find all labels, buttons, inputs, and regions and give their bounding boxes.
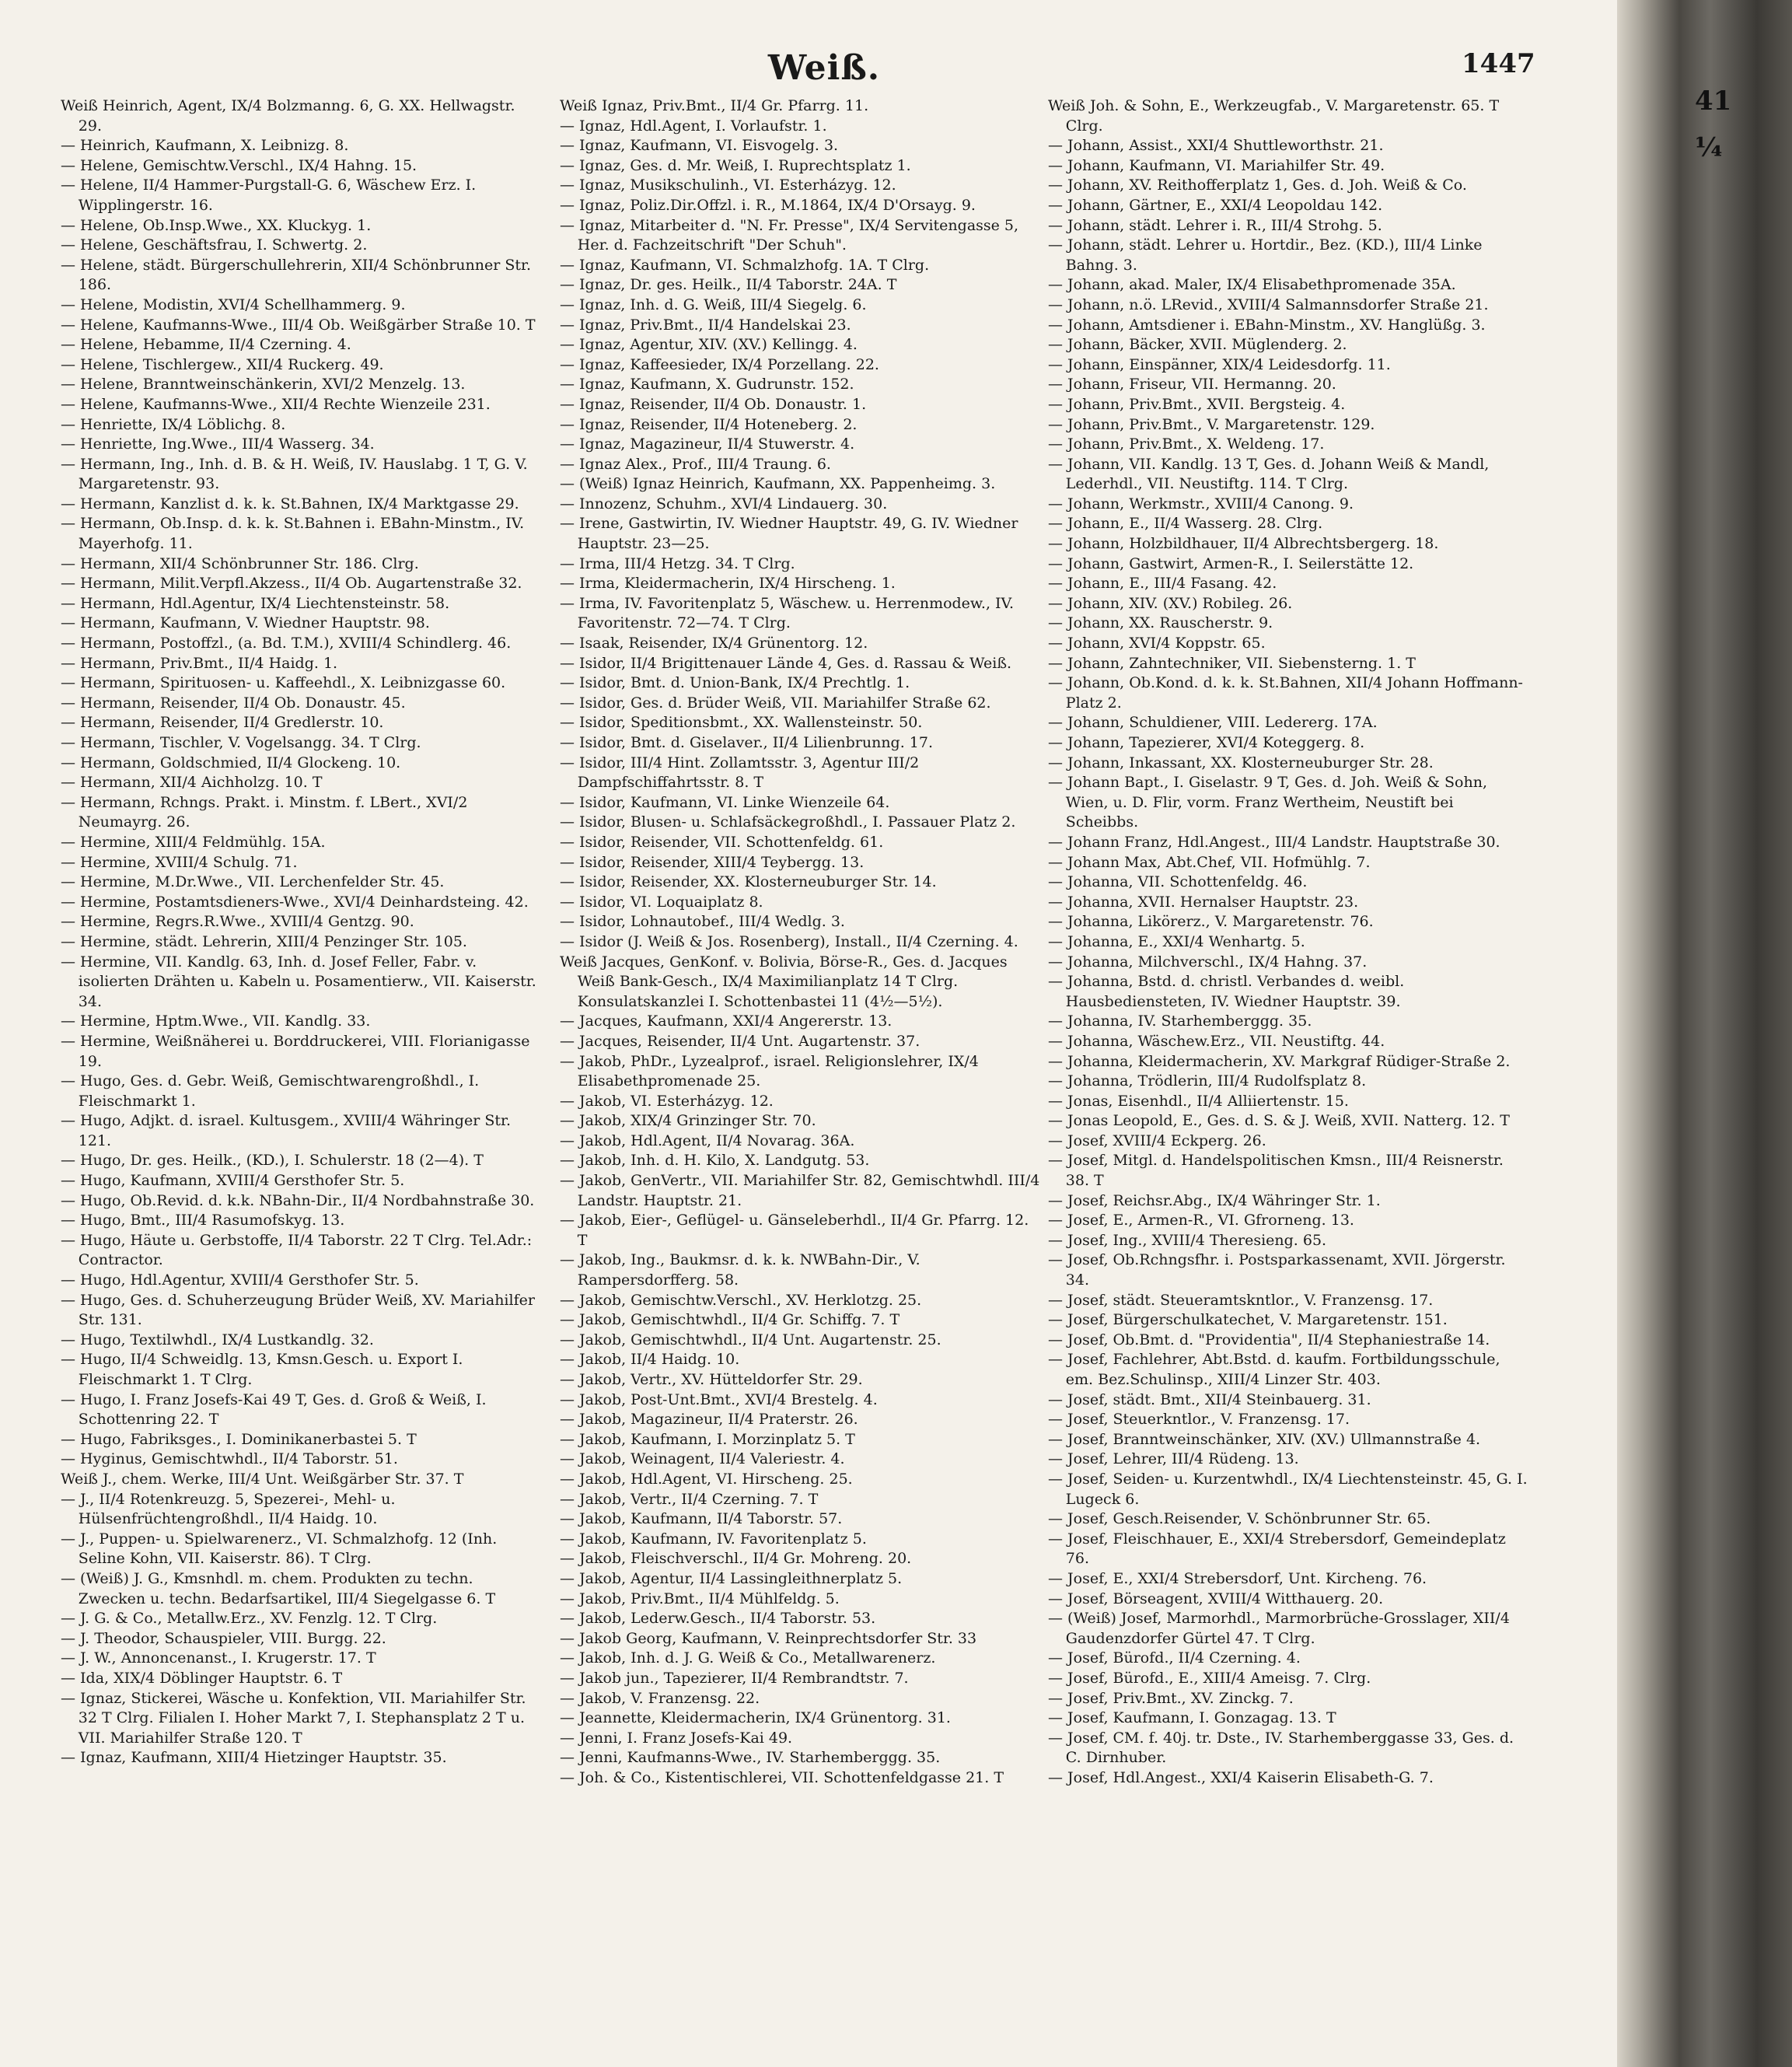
directory-entry: — Jakob, II/4 Haidg. 10. <box>560 1351 740 1369</box>
directory-entry: — Hermine, Hptm.Wwe., VII. Kandlg. 33. <box>61 1013 371 1030</box>
directory-entry: — Hugo, Ges. d. Schuherzeugung Brüder Weiß, XV. Mariahilfer Str. 131. <box>61 1291 535 1329</box>
directory-entry: — Hugo, Adjkt. d. israel. Kultusgem., XVIII/4 Währinger Str. 121. <box>61 1112 512 1149</box>
directory-entry: — (Weiß) J. G., Kmsnhdl. m. chem. Produkten zu techn. Zwecken u. techn. Bedarfsartikel, III/4 Siegelgasse 6. T <box>61 1569 496 1607</box>
directory-entry: — Johann, VII. Kandlg. 13 T, Ges. d. Johann Weiß & Mandl, Lederhdl., VII. Neustiftg. 114. T Clrg. <box>1048 455 1490 493</box>
directory-entry: — Josef, Fleischhauer, E., XXI/4 Strebersdorf, Gemeindeplatz 76. <box>1048 1530 1506 1568</box>
directory-entry: — Helene, Kaufmanns-Wwe., XII/4 Rechte Wienzeile 231. <box>61 395 491 413</box>
directory-entry: — Johann, Assist., XXI/4 Shuttleworthstr. 21. <box>1048 137 1384 155</box>
directory-entry: — Johann, Inkassant, XX. Klosterneuburger Str. 28. <box>1048 754 1434 771</box>
directory-entry: — Johann, Gärtner, E., XXI/4 Leopoldau 142. <box>1048 196 1383 214</box>
directory-entry: — Jakob, Inh. d. H. Kilo, X. Landgutg. 53. <box>560 1152 870 1170</box>
column-1 <box>61 96 543 1768</box>
directory-entry: — Hermine, Postamtsdieners-Wwe., XVI/4 Deinhardsteing. 42. <box>61 893 529 911</box>
edge-mark: ¼ <box>1695 132 1723 163</box>
directory-entry: — Isidor, Bmt. d. Union-Bank, IX/4 Prechtlg. 1. <box>560 674 910 692</box>
directory-entry: Weiß Joh. & Sohn, E., Werkzeugfab., V. Margaretenstr. 65. T Clrg. <box>1048 97 1500 135</box>
directory-entry: — Johanna, Kleidermacherin, XV. Markgraf Rüdiger-Straße 2. <box>1048 1052 1511 1070</box>
directory-entry: — Isidor, Kaufmann, VI. Linke Wienzeile 64. <box>560 793 890 811</box>
directory-entry: — Helene, II/4 Hammer-Purgstall-G. 6, Wäschew Erz. I. Wipplingerstr. 16. <box>61 177 477 214</box>
directory-entry: — Jacques, Kaufmann, XXI/4 Angererstr. 13. <box>560 1013 893 1030</box>
directory-entry: — Isidor, Lohnautobef., III/4 Wedlg. 3. <box>560 913 845 931</box>
directory-entry: — Johanna, VII. Schottenfeldg. 46. <box>1048 873 1308 891</box>
directory-entry: — Jakob, Gemischtwhdl., II/4 Gr. Schiffg. 7. T <box>560 1311 900 1329</box>
directory-entry: — Josef, Fachlehrer, Abt.Bstd. d. kaufm. Fortbildungsschule, em. Bez.Schulinsp., XIII/4 Linzer Str. 403. <box>1048 1351 1500 1388</box>
directory-entry: — Ignaz, Magazineur, II/4 Stuwerstr. 4. <box>560 435 855 453</box>
directory-entry: — Jakob, Post-Unt.Bmt., XVI/4 Brestelg. 4. <box>560 1390 878 1408</box>
directory-entry: — Jenni, Kaufmanns-Wwe., IV. Starhemberggg. 35. <box>560 1749 941 1767</box>
directory-entry: — Josef, XVIII/4 Eckperg. 26. <box>1048 1131 1266 1149</box>
directory-entry: — Jakob, Vertr., II/4 Czerning. 7. T <box>560 1490 819 1508</box>
directory-entry: — Hermann, Ing., Inh. d. B. & H. Weiß, IV. Hauslabg. 1 T, G. V. Margaretenstr. 93. <box>61 455 528 493</box>
directory-entry: Weiß J., chem. Werke, III/4 Unt. Weißgärber Str. 37. T <box>61 1470 464 1488</box>
directory-entry: — Hugo, Hdl.Agentur, XVIII/4 Gersthofer Str. 5. <box>61 1271 419 1289</box>
directory-entry: — Jakob, Weinagent, II/4 Valeriestr. 4. <box>560 1450 845 1468</box>
directory-entry: — Hugo, Dr. ges. Heilk., (KD.), I. Schulerstr. 18 (2—4). T <box>61 1152 484 1170</box>
directory-entry: — Helene, Geschäftsfrau, I. Schwertg. 2. <box>61 236 368 254</box>
directory-entry: — Johann, Bäcker, XVII. Müglenderg. 2. <box>1048 336 1347 354</box>
directory-entry: — Johann, XV. Reithofferplatz 1, Ges. d. Joh. Weiß & Co. <box>1048 177 1467 194</box>
directory-entry: — Isidor, III/4 Hint. Zollamtsstr. 3, Agentur III/2 Dampfschiffahrtsstr. 8. T <box>560 754 920 792</box>
directory-entry: — Johanna, XVII. Hernalser Hauptstr. 23. <box>1048 893 1359 911</box>
directory-entry: — Isidor, VI. Loquaiplatz 8. <box>560 893 763 911</box>
directory-entry: — Johanna, IV. Starhemberggg. 35. <box>1048 1013 1312 1030</box>
directory-entry: — Helene, Modistin, XVI/4 Schellhammerg. 9. <box>61 296 406 313</box>
directory-entry: — Johanna, Trödlerin, III/4 Rudolfsplatz 8. <box>1048 1072 1367 1090</box>
directory-entry: — Helene, Ob.Insp.Wwe., XX. Kluckyg. 1. <box>61 216 372 234</box>
directory-entry: — Johann Franz, Hdl.Angest., III/4 Landstr. Hauptstraße 30. <box>1048 833 1500 851</box>
directory-entry: — Helene, Kaufmanns-Wwe., III/4 Ob. Weißgärber Straße 10. T <box>61 316 536 334</box>
directory-entry: — Josef, Reichsr.Abg., IX/4 Währinger Str. 1. <box>1048 1191 1381 1209</box>
directory-entry: — Isidor, Bmt. d. Giselaver., II/4 Lilienbrunng. 17. <box>560 734 934 751</box>
directory-entry: — Johann, Ob.Kond. d. k. k. St.Bahnen, XII/4 Johann Hoffmann-Platz 2. <box>1048 674 1523 712</box>
directory-entry: — Josef, Steuerkntlor., V. Franzensg. 17. <box>1048 1411 1350 1429</box>
directory-entry: — Jakob, Priv.Bmt., II/4 Mühlfeldg. 5. <box>560 1590 840 1607</box>
directory-entry: — Hugo, Häute u. Gerbstoffe, II/4 Taborstr. 22 T Clrg. Tel.Adr.: Contractor. <box>61 1231 533 1269</box>
directory-entry: — Josef, E., Armen-R., VI. Gfrorneng. 13. <box>1048 1212 1354 1229</box>
directory-entry: — Hermann, Reisender, II/4 Ob. Donaustr. 45. <box>61 694 406 712</box>
directory-entry: — Hyginus, Gemischtwhdl., II/4 Taborstr. 51. <box>61 1450 398 1468</box>
directory-entry: — Hermann, Reisender, II/4 Gredlerstr. 10. <box>61 714 384 732</box>
directory-entry: — J., Puppen- u. Spielwarenerz., VI. Schmalzhofg. 12 (Inh. Seline Kohn, VII. Kaiserstr. 86). T Clrg. <box>61 1530 498 1568</box>
directory-entry: — Hermann, Ob.Insp. d. k. k. St.Bahnen i. EBahn-Minstm., IV. Mayerhofg. 11. <box>61 515 525 553</box>
directory-entry: — Jakob, V. Franzensg. 22. <box>560 1689 760 1707</box>
directory-entry: — Jakob, Hdl.Agent, II/4 Novarag. 36A. <box>560 1131 855 1149</box>
directory-entry: — Ignaz, Hdl.Agent, I. Vorlaufstr. 1. <box>560 117 827 135</box>
column-3 <box>1048 96 1530 1788</box>
directory-entry: — Johann, städt. Lehrer i. R., III/4 Strohg. 5. <box>1048 216 1382 234</box>
directory-entry: — Hermine, XVIII/4 Schulg. 71. <box>61 853 298 871</box>
directory-entry: — Ida, XIX/4 Döblinger Hauptstr. 6. T <box>61 1669 343 1687</box>
directory-entry: — Hermine, Regrs.R.Wwe., XVIII/4 Gentzg. 90. <box>61 913 414 931</box>
directory-entry: — Ignaz, Kaufmann, VI. Schmalzhofg. 1A. T Clrg. <box>560 256 930 274</box>
directory-entry: — J. Theodor, Schauspieler, VIII. Burgg. 22. <box>61 1629 386 1647</box>
directory-entry: — Isidor, Ges. d. Brüder Weiß, VII. Mariahilfer Straße 62. <box>560 694 991 712</box>
directory-entry: — Johann, Kaufmann, VI. Mariahilfer Str. 49. <box>1048 156 1385 174</box>
directory-entry: — Irene, Gastwirtin, IV. Wiedner Hauptstr. 49, G. IV. Wiedner Hauptstr. 23—25. <box>560 515 1018 553</box>
directory-entry: — Johann, E., II/4 Wasserg. 28. Clrg. <box>1048 515 1323 533</box>
directory-entry: — (Weiß) Ignaz Heinrich, Kaufmann, XX. Pappenheimg. 3. <box>560 475 996 493</box>
directory-entry: — Hugo, Textilwhdl., IX/4 Lustkandlg. 32. <box>61 1331 374 1348</box>
directory-entry: — Johanna, Wäschew.Erz., VII. Neustiftg. 44. <box>1048 1032 1385 1050</box>
directory-entry: — Jonas Leopold, E., Ges. d. S. & J. Weiß, XVII. Natterg. 12. T <box>1048 1112 1510 1130</box>
directory-entry: — Ignaz, Musikschulinh., VI. Esterházyg. 12. <box>560 177 896 194</box>
directory-entry: — Henriette, IX/4 Löblichg. 8. <box>61 415 286 433</box>
directory-entry: — Isidor, II/4 Brigittenauer Lände 4, Ges. d. Rassau & Weiß. <box>560 654 1012 672</box>
directory-entry: — Jakob, Kaufmann, II/4 Taborstr. 57. <box>560 1510 843 1528</box>
directory-entry: — Johann, XIV. (XV.) Robileg. 26. <box>1048 594 1293 612</box>
directory-entry: — Josef, Gesch.Reisender, V. Schönbrunner Str. 65. <box>1048 1510 1431 1528</box>
directory-entry: — Josef, Bürofd., E., XIII/4 Ameisg. 7. Clrg. <box>1048 1669 1371 1687</box>
directory-entry: — Jenni, I. Franz Josefs-Kai 49. <box>560 1729 793 1747</box>
directory-entry: Weiß Heinrich, Agent, IX/4 Bolzmanng. 6, G. XX. Hellwagstr. 29. <box>61 97 515 135</box>
directory-entry: — Helene, Tischlergew., XII/4 Ruckerg. 49. <box>61 355 384 373</box>
directory-entry: — Johann, n.ö. LRevid., XVIII/4 Salmannsdorfer Straße 21. <box>1048 296 1489 313</box>
directory-entry: — (Weiß) Josef, Marmorhdl., Marmorbrüche-Grosslager, XII/4 Gaudenzdorfer Gürtel 47. T Clrg. <box>1048 1610 1510 1647</box>
directory-entry: — Johann Max, Abt.Chef, VII. Hofmühlg. 7. <box>1048 853 1371 871</box>
directory-entry: — Jakob, Magazineur, II/4 Praterstr. 26. <box>560 1411 858 1429</box>
directory-entry: — Johann, E., III/4 Fasang. 42. <box>1048 575 1277 593</box>
directory-entry: — Johann, Zahntechniker, VII. Siebensterng. 1. T <box>1048 654 1416 672</box>
directory-entry: — Johann Bapt., I. Giselastr. 9 T, Ges. d. Joh. Weiß & Sohn, Wien, u. D. Flir, vorm. Franz Wertheim, Neustift bei Scheibbs. <box>1048 774 1487 831</box>
directory-entry: — Henriette, Ing.Wwe., III/4 Wasserg. 34. <box>61 435 375 453</box>
directory-entry: — Josef, Ob.Rchngsfhr. i. Postsparkassenamt, XVII. Jörgerstr. 34. <box>1048 1251 1506 1289</box>
directory-entry: — Hugo, Bmt., III/4 Rasumofskyg. 13. <box>61 1212 345 1229</box>
directory-entry: — Irma, IV. Favoritenplatz 5, Wäschew. u. Herrenmodew., IV. Favoritenstr. 72—74. T Clrg. <box>560 594 1014 632</box>
directory-entry: — Isidor, Speditionsbmt., XX. Wallensteinstr. 50. <box>560 714 923 732</box>
directory-entry: — Jakob, VI. Esterházyg. 12. <box>560 1092 774 1110</box>
directory-entry: — Hugo, Kaufmann, XVIII/4 Gersthofer Str. 5. <box>61 1172 405 1190</box>
directory-entry: — Hermine, Weißnäherei u. Borddruckerei, VIII. Florianigasse 19. <box>61 1032 530 1070</box>
directory-entry: — Joh. & Co., Kistentischlerei, VII. Schottenfeldgasse 21. T <box>560 1768 1004 1786</box>
directory-entry: — Josef, Ob.Bmt. d. "Providentia", II/4 Stephaniestraße 14. <box>1048 1331 1490 1348</box>
directory-entry: — Josef, Branntweinschänker, XIV. (XV.) Ullmannstraße 4. <box>1048 1430 1481 1448</box>
directory-entry: — Johanna, Milchverschl., IX/4 Hahng. 37. <box>1048 953 1368 971</box>
directory-entry: — Johann, akad. Maler, IX/4 Elisabethpromenade 35A. <box>1048 276 1456 294</box>
directory-entry: — Jakob, Gemischtwhdl., II/4 Unt. Augartenstr. 25. <box>560 1331 941 1348</box>
directory-entry: — Hermann, XII/4 Aichholzg. 10. T <box>61 774 323 792</box>
directory-entry: — Ignaz, Poliz.Dir.Offzl. i. R., M.1864, IX/4 D'Orsayg. 9. <box>560 196 976 214</box>
directory-entry: — Jakob, Hdl.Agent, VI. Hirscheng. 25. <box>560 1470 853 1488</box>
directory-entry: — Ignaz, Kaffeesieder, IX/4 Porzellang. 22. <box>560 355 879 373</box>
directory-entry: — Josef, Priv.Bmt., XV. Zinckg. 7. <box>1048 1689 1294 1707</box>
directory-entry: — Isidor (J. Weiß & Jos. Rosenberg), Install., II/4 Czerning. 4. <box>560 932 1018 950</box>
directory-entry: — Jakob, PhDr., Lyzealprof., israel. Religionslehrer, IX/4 Elisabethpromenade 25. <box>560 1052 979 1090</box>
directory-entry: — Johann, Friseur, VII. Hermanng. 20. <box>1048 376 1336 393</box>
directory-entry: — Hermann, Kanzlist d. k. k. St.Bahnen, IX/4 Marktgasse 29. <box>61 495 519 512</box>
directory-entry: — Helene, Hebamme, II/4 Czerning. 4. <box>61 336 351 354</box>
directory-entry: — Johann, XX. Rauscherstr. 9. <box>1048 614 1273 632</box>
directory-entry: — Johann, Werkmstr., XVIII/4 Canong. 9. <box>1048 495 1354 512</box>
directory-entry: — Josef, CM. f. 40j. tr. Dste., IV. Starhemberggasse 33, Ges. d. C. Dirnhuber. <box>1048 1729 1514 1767</box>
directory-entry: Weiß Ignaz, Priv.Bmt., II/4 Gr. Pfarrg. 11. <box>560 97 869 114</box>
directory-entry: — Josef, städt. Bmt., XII/4 Steinbauerg. 31. <box>1048 1390 1371 1408</box>
directory-entry: — Ignaz, Kaufmann, X. Gudrunstr. 152. <box>560 376 854 393</box>
directory-entry: — Johann, Gastwirt, Armen-R., I. Seilerstätte 12. <box>1048 554 1414 572</box>
directory-entry: — Hermann, Hdl.Agentur, IX/4 Liechtensteinstr. 58. <box>61 594 450 612</box>
directory-entry: — Innozenz, Schuhm., XVI/4 Lindauerg. 30. <box>560 495 888 512</box>
directory-entry: — Ignaz, Ges. d. Mr. Weiß, I. Ruprechtsplatz 1. <box>560 156 911 174</box>
directory-entry: — Ignaz, Kaufmann, VI. Eisvogelg. 3. <box>560 137 839 155</box>
directory-entry: — Johann, Einspänner, XIX/4 Leidesdorfg. 11. <box>1048 355 1391 373</box>
directory-entry: — Helene, Gemischtw.Verschl., IX/4 Hahng. 15. <box>61 156 417 174</box>
directory-entry: — Josef, Kaufmann, I. Gonzagag. 13. T <box>1048 1709 1336 1727</box>
directory-entry: — Jakob, Lederw.Gesch., II/4 Taborstr. 53. <box>560 1610 876 1628</box>
directory-entry: — Jakob, Gemischtw.Verschl., XV. Herklotzg. 25. <box>560 1291 922 1309</box>
directory-entry: — J. G. & Co., Metallw.Erz., XV. Fenzlg. 12. T Clrg. <box>61 1610 438 1628</box>
directory-entry: — Josef, Ing., XVIII/4 Theresieng. 65. <box>1048 1231 1327 1249</box>
directory-entry: — Josef, städt. Steueramtskntlor., V. Franzensg. 17. <box>1048 1291 1434 1309</box>
directory-entry: — Ignaz, Reisender, II/4 Ob. Donaustr. 1. <box>560 395 867 413</box>
directory-entry: — Hermann, Postoffzl., (a. Bd. T.M.), XVIII/4 Schindlerg. 46. <box>61 635 512 652</box>
directory-entry: — Josef, Börseagent, XVIII/4 Witthauerg. 20. <box>1048 1590 1384 1607</box>
directory-entry: — Hermine, XIII/4 Feldmühlg. 15A. <box>61 833 326 851</box>
directory-entry: — Hermann, Milit.Verpfl.Akzess., II/4 Ob. Augartenstraße 32. <box>61 575 522 593</box>
page-number: 1447 <box>1462 48 1535 79</box>
directory-entry: — Jakob, Vertr., XV. Hütteldorfer Str. 29. <box>560 1371 863 1388</box>
directory-entry: — Jakob, GenVertr., VII. Mariahilfer Str. 82, Gemischtwhdl. III/4 Landstr. Hauptstr. 21. <box>560 1172 1040 1209</box>
directory-entry: — Johann, Priv.Bmt., V. Margaretenstr. 129. <box>1048 415 1375 433</box>
directory-entry: — Jakob, Fleischverschl., II/4 Gr. Mohreng. 20. <box>560 1550 912 1568</box>
directory-entry: — Johann, Schuldiener, VIII. Ledererg. 17A. <box>1048 714 1378 732</box>
column-2 <box>560 96 1042 1788</box>
directory-entry: — Ignaz, Inh. d. G. Weiß, III/4 Siegelg. 6. <box>560 296 867 313</box>
directory-entry: — Ignaz, Mitarbeiter d. "N. Fr. Presse", IX/4 Servitengasse 5, Her. d. Fachzeitschrift "Der Schuh". <box>560 216 1019 254</box>
directory-entry: — Hermann, Rchngs. Prakt. i. Minstm. f. LBert., XVI/2 Neumayrg. 26. <box>61 793 468 831</box>
directory-entry: — Josef, Mitgl. d. Handelspolitischen Kmsn., III/4 Reisnerstr. 38. T <box>1048 1152 1504 1190</box>
directory-entry: — Isidor, Blusen- u. Schlafsäckegroßhdl., I. Passauer Platz 2. <box>560 813 1016 831</box>
directory-entry: — Josef, Lehrer, III/4 Rüdeng. 13. <box>1048 1450 1299 1468</box>
next-page-edge <box>1617 0 1792 2067</box>
directory-entry: — Hermann, Goldschmied, II/4 Glockeng. 10. <box>61 754 401 771</box>
directory-entry: — Ignaz, Reisender, II/4 Hoteneberg. 2. <box>560 415 858 433</box>
directory-entry: — J., II/4 Rotenkreuzg. 5, Spezerei-, Mehl- u. Hülsenfrüchtengroßhdl., II/4 Haidg. 10. <box>61 1490 396 1528</box>
directory-entry: — Heinrich, Kaufmann, X. Leibnizg. 8. <box>61 137 349 155</box>
directory-entry: — Jonas, Eisenhdl., II/4 Alliiertenstr. 15. <box>1048 1092 1349 1110</box>
directory-entry: — Jacques, Reisender, II/4 Unt. Augartenstr. 37. <box>560 1032 920 1050</box>
directory-entry: — Helene, städt. Bürgerschullehrerin, XII/4 Schönbrunner Str. 186. <box>61 256 532 294</box>
directory-entry: — Jakob, XIX/4 Grinzinger Str. 70. <box>560 1112 816 1130</box>
directory-entry: — Hermann, Spirituosen- u. Kaffeehdl., X. Leibnizgasse 60. <box>61 674 506 692</box>
directory-entry: — Hermann, Priv.Bmt., II/4 Haidg. 1. <box>61 654 338 672</box>
directory-entry: — Isidor, Reisender, VII. Schottenfeldg. 61. <box>560 833 884 851</box>
directory-entry: — Ignaz, Dr. ges. Heilk., II/4 Taborstr. 24A. T <box>560 276 897 294</box>
directory-entry: — Jakob Georg, Kaufmann, V. Reinprechtsdorfer Str. 33 <box>560 1629 977 1647</box>
directory-entry: — Hermine, städt. Lehrerin, XIII/4 Penzinger Str. 105. <box>61 932 467 950</box>
directory-entry: — Jakob, Eier-, Geflügel- u. Gänseleberhdl., II/4 Gr. Pfarrg. 12. T <box>560 1212 1029 1249</box>
directory-entry: — Johanna, Bstd. d. christl. Verbandes d. weibl. Hausbediensteten, IV. Wiedner Hauptstr. 39. <box>1048 973 1405 1010</box>
directory-entry: — Jakob, Kaufmann, IV. Favoritenplatz 5. <box>560 1530 867 1548</box>
directory-entry: — Ignaz, Stickerei, Wäsche u. Konfektion, VII. Mariahilfer Str. 32 T Clrg. Filialen I. Hoher Markt 7, I. Stephansplatz 2 T u. VII. Mariahilfer Straße 120. T <box>61 1689 526 1747</box>
directory-entry: — Hugo, Ges. d. Gebr. Weiß, Gemischtwarengroßhdl., I. Fleischmarkt 1. <box>61 1072 480 1110</box>
directory-entry: — Josef, Seiden- u. Kurzentwhdl., IX/4 Liechtensteinstr. 45, G. I. Lugeck 6. <box>1048 1470 1528 1508</box>
directory-entry: — Johann, Amtsdiener i. EBahn-Minstm., XV. Hanglüßg. 3. <box>1048 316 1486 334</box>
directory-entry: — Josef, E., XXI/4 Strebersdorf, Unt. Kircheng. 76. <box>1048 1569 1427 1587</box>
directory-entry: — Johann, Priv.Bmt., XVII. Bergsteig. 4. <box>1048 395 1346 413</box>
directory-entry: — Hermine, M.Dr.Wwe., VII. Lerchenfelder Str. 45. <box>61 873 445 891</box>
directory-entry: — Hugo, Fabriksges., I. Dominikanerbastei 5. T <box>61 1430 417 1448</box>
edge-mark: 41 <box>1695 86 1732 117</box>
directory-entry: — Helene, Branntweinschänkerin, XVI/2 Menzelg. 13. <box>61 376 466 393</box>
directory-entry: — Johann, Tapezierer, XVI/4 Koteggerg. 8. <box>1048 734 1365 751</box>
directory-entry: — J. W., Annoncenanst., I. Krugerstr. 17. T <box>61 1649 376 1667</box>
directory-entry: — Jakob jun., Tapezierer, II/4 Rembrandtstr. 7. <box>560 1669 909 1687</box>
directory-entry: — Johanna, Likörerz., V. Margaretenstr. 76. <box>1048 913 1374 931</box>
directory-entry: — Isidor, Reisender, XIII/4 Teybergg. 13. <box>560 853 865 871</box>
directory-entry: — Hermann, Tischler, V. Vogelsangg. 34. T Clrg. <box>61 734 421 751</box>
directory-entry: — Johann, städt. Lehrer u. Hortdir., Bez. (KD.), III/4 Linke Bahng. 3. <box>1048 236 1483 274</box>
directory-entry: — Jakob, Inh. d. J. G. Weiß & Co., Metallwarenerz. <box>560 1649 936 1667</box>
directory-entry: — Ignaz, Kaufmann, XIII/4 Hietzinger Hauptstr. 35. <box>61 1749 447 1767</box>
directory-entry: — Josef, Bürgerschulkatechet, V. Margaretenstr. 151. <box>1048 1311 1448 1329</box>
directory-entry: — Johann, Holzbildhauer, II/4 Albrechtsbergerg. 18. <box>1048 535 1439 553</box>
directory-entry: — Isaak, Reisender, IX/4 Grünentorg. 12. <box>560 635 868 652</box>
directory-entry: — Josef, Bürofd., II/4 Czerning. 4. <box>1048 1649 1301 1667</box>
directory-entry: — Irma, III/4 Hetzg. 34. T Clrg. <box>560 554 795 572</box>
directory-entry: — Johann, XVI/4 Koppstr. 65. <box>1048 635 1266 652</box>
directory-entry: — Irma, Kleidermacherin, IX/4 Hirscheng. 1. <box>560 575 896 593</box>
directory-entry: — Hermann, Kaufmann, V. Wiedner Hauptstr. 98. <box>61 614 430 632</box>
directory-entry: — Johanna, E., XXI/4 Wenhartg. 5. <box>1048 932 1305 950</box>
directory-entry: — Hermine, VII. Kandlg. 63, Inh. d. Josef Feller, Fabr. v. isolierten Drähten u. Kabeln u. Posamentierw., VII. Kaiserstr. 34. <box>61 953 536 1010</box>
directory-entry: — Jakob, Agentur, II/4 Lassingleithnerplatz 5. <box>560 1569 903 1587</box>
directory-entry: — Hugo, II/4 Schweidlg. 13, Kmsn.Gesch. u. Export I. Fleischmarkt 1. T Clrg. <box>61 1351 463 1388</box>
directory-entry: — Jakob, Ing., Baukmsr. d. k. k. NWBahn-Dir., V. Rampersdorfferg. 58. <box>560 1251 920 1289</box>
running-title: Weiß. <box>767 48 881 88</box>
directory-entry: Weiß Jacques, GenKonf. v. Bolivia, Börse-R., Ges. d. Jacques Weiß Bank-Gesch., IX/4 Maximilianplatz 14 T Clrg. Konsulatskanzlei I. Schottenbastei 11 (4½—5½). <box>560 953 1008 1010</box>
directory-entry: — Hermann, XII/4 Schönbrunner Str. 186. Clrg. <box>61 554 419 572</box>
directory-entry: — Jeannette, Kleidermacherin, IX/4 Grünentorg. 31. <box>560 1709 951 1727</box>
directory-entry: — Hugo, Ob.Revid. d. k.k. NBahn-Dir., II/4 Nordbahnstraße 30. <box>61 1191 535 1209</box>
directory-entry: — Josef, Hdl.Angest., XXI/4 Kaiserin Elisabeth-G. 7. <box>1048 1768 1434 1786</box>
directory-entry: — Isidor, Reisender, XX. Klosterneuburger Str. 14. <box>560 873 937 891</box>
directory-entry: — Johann, Priv.Bmt., X. Weldeng. 17. <box>1048 435 1325 453</box>
directory-entry: — Ignaz Alex., Prof., III/4 Traung. 6. <box>560 455 831 473</box>
directory-entry: — Jakob, Kaufmann, I. Morzinplatz 5. T <box>560 1430 855 1448</box>
directory-entry: — Hugo, I. Franz Josefs-Kai 49 T, Ges. d. Groß & Weiß, I. Schottenring 22. T <box>61 1390 487 1429</box>
directory-entry: — Ignaz, Priv.Bmt., II/4 Handelskai 23. <box>560 316 851 334</box>
directory-entry: — Ignaz, Agentur, XIV. (XV.) Kellingg. 4. <box>560 336 858 354</box>
